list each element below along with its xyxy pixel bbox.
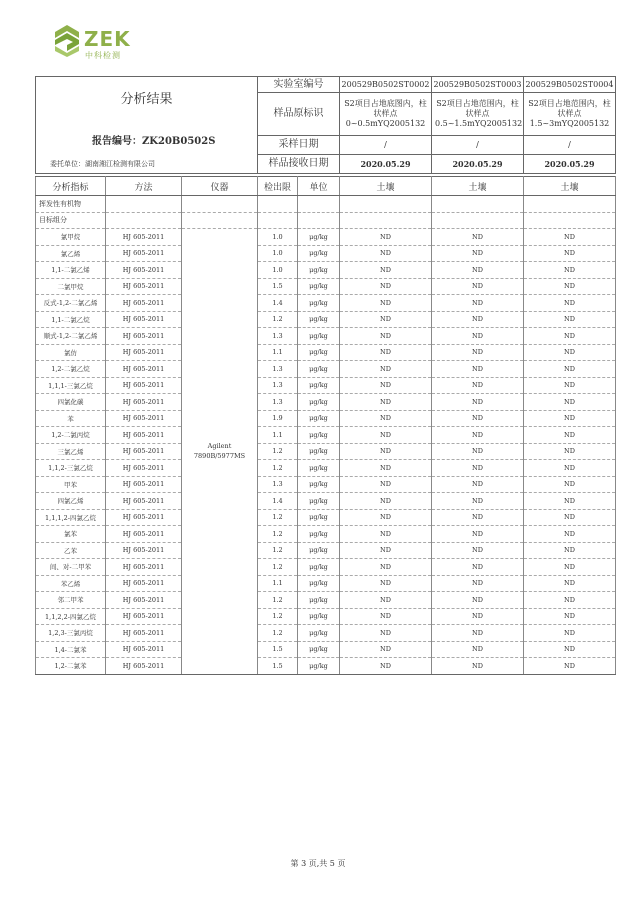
unit-cell: μg/kg: [298, 245, 340, 262]
unit-cell: μg/kg: [298, 559, 340, 576]
sampling-date-cell: /: [432, 135, 524, 154]
result-cell: ND: [524, 460, 616, 477]
detection-limit-cell: 1.2: [258, 526, 298, 543]
result-cell: ND: [524, 311, 616, 328]
table-row: [36, 311, 616, 328]
method-cell: HJ 605-2011: [106, 311, 182, 328]
unit-cell: μg/kg: [298, 658, 340, 675]
analyte-name: 苯: [36, 410, 106, 427]
sample-id-cell: S2项目占地范围内，柱状样点 0.5~1.5mYQ2005132: [432, 93, 524, 135]
instrument-cell: Agilent 7890B/5977MS: [182, 229, 258, 675]
result-cell: ND: [340, 658, 432, 675]
result-cell: ND: [524, 377, 616, 394]
unit-cell: μg/kg: [298, 361, 340, 378]
result-cell: ND: [524, 575, 616, 592]
unit-cell: μg/kg: [298, 476, 340, 493]
method-cell: HJ 605-2011: [106, 608, 182, 625]
result-cell: ND: [340, 344, 432, 361]
result-cell: ND: [432, 361, 524, 378]
results-table: [35, 176, 616, 675]
unit-cell: μg/kg: [298, 542, 340, 559]
detection-limit-cell: 1.5: [258, 658, 298, 675]
detection-limit-cell: 1.5: [258, 641, 298, 658]
result-cell: ND: [432, 493, 524, 510]
analyte-name: 氯乙烯: [36, 245, 106, 262]
column-header: 单位: [298, 177, 340, 196]
unit-cell: μg/kg: [298, 575, 340, 592]
empty-cell: [298, 212, 340, 229]
table-row: [36, 460, 616, 477]
result-cell: ND: [524, 328, 616, 345]
empty-cell: [432, 212, 524, 229]
unit-cell: μg/kg: [298, 311, 340, 328]
empty-cell: [106, 212, 182, 229]
result-cell: ND: [524, 361, 616, 378]
table-row: [36, 476, 616, 493]
method-cell: HJ 605-2011: [106, 443, 182, 460]
unit-cell: μg/kg: [298, 427, 340, 444]
detection-limit-cell: 1.3: [258, 476, 298, 493]
method-cell: HJ 605-2011: [106, 592, 182, 609]
unit-cell: μg/kg: [298, 509, 340, 526]
result-cell: ND: [340, 592, 432, 609]
result-cell: ND: [432, 608, 524, 625]
detection-limit-cell: 1.2: [258, 443, 298, 460]
column-header: 检出限: [258, 177, 298, 196]
empty-cell: [258, 212, 298, 229]
table-row: [36, 493, 616, 510]
result-cell: ND: [340, 427, 432, 444]
method-cell: HJ 605-2011: [106, 641, 182, 658]
table-row: [36, 245, 616, 262]
method-cell: HJ 605-2011: [106, 377, 182, 394]
method-cell: HJ 605-2011: [106, 625, 182, 642]
method-cell: HJ 605-2011: [106, 328, 182, 345]
client-name: 委托单位：湖南湘江检测有限公司: [50, 160, 155, 168]
detection-limit-cell: 1.3: [258, 377, 298, 394]
table-row: [36, 295, 616, 312]
result-cell: ND: [432, 476, 524, 493]
empty-cell: [298, 196, 340, 213]
empty-cell: [182, 196, 258, 213]
result-cell: ND: [524, 641, 616, 658]
analyte-name: 1,2-二氯乙烷: [36, 361, 106, 378]
sample-id-cell: S2项目占地底图内，柱状样点 0~0.5mYQ2005132: [340, 93, 432, 135]
page-title: 分析结果: [120, 92, 173, 107]
logo-sub-text: 中科检测: [85, 51, 121, 60]
empty-cell: [340, 196, 432, 213]
result-cell: ND: [432, 559, 524, 576]
result-cell: ND: [432, 394, 524, 411]
result-cell: ND: [340, 625, 432, 642]
detection-limit-cell: 1.0: [258, 245, 298, 262]
analyte-name: 邻二甲苯: [36, 592, 106, 609]
analyte-name: 1,1-二氯乙烷: [36, 311, 106, 328]
analyte-name: 氯甲烷: [36, 229, 106, 246]
unit-cell: μg/kg: [298, 295, 340, 312]
method-cell: HJ 605-2011: [106, 542, 182, 559]
result-cell: ND: [524, 295, 616, 312]
detection-limit-cell: 1.5: [258, 278, 298, 295]
empty-cell: [432, 196, 524, 213]
table-row: [36, 625, 616, 642]
method-cell: HJ 605-2011: [106, 278, 182, 295]
sampling-date-cell: /: [524, 135, 616, 154]
analyte-name: 反式-1,2-二氯乙烯: [36, 295, 106, 312]
result-cell: ND: [432, 592, 524, 609]
result-cell: ND: [524, 509, 616, 526]
result-cell: ND: [340, 245, 432, 262]
detection-limit-cell: 1.0: [258, 262, 298, 279]
result-cell: ND: [524, 493, 616, 510]
unit-cell: μg/kg: [298, 608, 340, 625]
result-cell: ND: [340, 295, 432, 312]
empty-cell: [340, 212, 432, 229]
column-header: 土壤: [524, 177, 616, 196]
result-cell: ND: [432, 625, 524, 642]
result-cell: ND: [340, 229, 432, 246]
method-cell: HJ 605-2011: [106, 394, 182, 411]
analyte-name: 1,2-二氯苯: [36, 658, 106, 675]
result-cell: ND: [340, 476, 432, 493]
result-cell: ND: [524, 542, 616, 559]
analyte-name: 顺式-1,2-二氯乙烯: [36, 328, 106, 345]
result-cell: ND: [340, 361, 432, 378]
method-cell: HJ 605-2011: [106, 559, 182, 576]
method-cell: HJ 605-2011: [106, 460, 182, 477]
empty-cell: [258, 196, 298, 213]
table-row: [36, 427, 616, 444]
header-label: 实验室编号: [258, 77, 340, 93]
detection-limit-cell: 1.3: [258, 361, 298, 378]
group-label: 挥发性有机物: [36, 196, 106, 213]
result-cell: ND: [340, 575, 432, 592]
empty-cell: [524, 212, 616, 229]
unit-cell: μg/kg: [298, 328, 340, 345]
detection-limit-cell: 1.2: [258, 608, 298, 625]
receive-date-cell: 2020.05.29: [524, 154, 616, 173]
header-label: 采样日期: [258, 135, 340, 154]
unit-cell: μg/kg: [298, 526, 340, 543]
method-cell: HJ 605-2011: [106, 245, 182, 262]
result-cell: ND: [432, 526, 524, 543]
sampling-date-cell: /: [340, 135, 432, 154]
table-row: [36, 278, 616, 295]
result-cell: ND: [524, 625, 616, 642]
group-row: [36, 212, 616, 229]
result-cell: ND: [340, 311, 432, 328]
logo-brand-text: ZEK: [84, 27, 131, 51]
column-header: 土壤: [432, 177, 524, 196]
detection-limit-cell: 1.9: [258, 410, 298, 427]
result-cell: ND: [432, 262, 524, 279]
result-cell: ND: [340, 443, 432, 460]
unit-cell: μg/kg: [298, 641, 340, 658]
column-header: 分析指标: [36, 177, 106, 196]
table-row: [36, 608, 616, 625]
receive-date-cell: 2020.05.29: [432, 154, 524, 173]
result-cell: ND: [340, 394, 432, 411]
detection-limit-cell: 1.2: [258, 509, 298, 526]
analyte-name: 1,4-二氯苯: [36, 641, 106, 658]
analyte-name: 二氯甲烷: [36, 278, 106, 295]
result-cell: ND: [524, 443, 616, 460]
result-cell: ND: [524, 262, 616, 279]
result-cell: ND: [340, 328, 432, 345]
unit-cell: μg/kg: [298, 394, 340, 411]
unit-cell: μg/kg: [298, 344, 340, 361]
unit-cell: μg/kg: [298, 229, 340, 246]
result-cell: ND: [432, 295, 524, 312]
report-title-block: [36, 77, 258, 174]
result-cell: ND: [524, 229, 616, 246]
table-row: [36, 262, 616, 279]
result-cell: ND: [340, 377, 432, 394]
method-cell: HJ 605-2011: [106, 262, 182, 279]
result-cell: ND: [432, 575, 524, 592]
empty-cell: [106, 196, 182, 213]
analyte-name: 甲苯: [36, 476, 106, 493]
result-cell: ND: [524, 559, 616, 576]
result-cell: ND: [340, 460, 432, 477]
analyte-name: 1,1,2,2-四氯乙烷: [36, 608, 106, 625]
analyte-name: 间、对-二甲苯: [36, 559, 106, 576]
detection-limit-cell: 1.0: [258, 229, 298, 246]
column-header: 土壤: [340, 177, 432, 196]
result-cell: ND: [340, 262, 432, 279]
method-cell: HJ 605-2011: [106, 410, 182, 427]
detection-limit-cell: 1.2: [258, 592, 298, 609]
analyte-name: 氯苯: [36, 526, 106, 543]
unit-cell: μg/kg: [298, 377, 340, 394]
table-row: [36, 328, 616, 345]
analyte-name: 氯仿: [36, 344, 106, 361]
receive-date-cell: 2020.05.29: [340, 154, 432, 173]
result-cell: ND: [432, 344, 524, 361]
sample-id-cell: S2项目占地范围内，柱状样点 1.5~3mYQ2005132: [524, 93, 616, 135]
analyte-name: 1,1,1-三氯乙烷: [36, 377, 106, 394]
result-cell: ND: [432, 542, 524, 559]
result-cell: ND: [432, 658, 524, 675]
table-row: [36, 526, 616, 543]
unit-cell: μg/kg: [298, 460, 340, 477]
table-row: [36, 575, 616, 592]
detection-limit-cell: 1.2: [258, 625, 298, 642]
empty-cell: [182, 212, 258, 229]
result-cell: ND: [432, 377, 524, 394]
table-row: [36, 361, 616, 378]
table-row: [36, 394, 616, 411]
unit-cell: μg/kg: [298, 278, 340, 295]
result-cell: ND: [340, 542, 432, 559]
unit-cell: μg/kg: [298, 592, 340, 609]
result-cell: ND: [524, 410, 616, 427]
result-cell: ND: [432, 245, 524, 262]
table-row: [36, 542, 616, 559]
table-row: [36, 592, 616, 609]
analyte-name: 1,2-二氯丙烷: [36, 427, 106, 444]
table-header-row: [36, 177, 616, 196]
result-cell: ND: [432, 410, 524, 427]
method-cell: HJ 605-2011: [106, 509, 182, 526]
detection-limit-cell: 1.3: [258, 328, 298, 345]
table-row: [36, 559, 616, 576]
result-cell: ND: [432, 278, 524, 295]
empty-cell: [524, 196, 616, 213]
result-cell: ND: [340, 410, 432, 427]
analyte-name: 三氯乙烯: [36, 443, 106, 460]
method-cell: HJ 605-2011: [106, 344, 182, 361]
result-cell: ND: [432, 427, 524, 444]
column-header: 方法: [106, 177, 182, 196]
result-cell: ND: [524, 394, 616, 411]
zek-logo-icon: [54, 24, 80, 58]
result-cell: ND: [524, 608, 616, 625]
result-cell: ND: [340, 509, 432, 526]
result-cell: ND: [432, 328, 524, 345]
result-cell: ND: [340, 641, 432, 658]
group-row: [36, 196, 616, 213]
result-cell: ND: [340, 526, 432, 543]
result-cell: ND: [524, 658, 616, 675]
result-cell: ND: [524, 476, 616, 493]
result-cell: ND: [340, 559, 432, 576]
table-row: [36, 509, 616, 526]
result-cell: ND: [524, 245, 616, 262]
results-table-body: [36, 177, 616, 675]
analyte-name: 1,1,1,2-四氯乙烷: [36, 509, 106, 526]
analyte-name: 苯乙烯: [36, 575, 106, 592]
unit-cell: μg/kg: [298, 262, 340, 279]
report-header-table: [35, 76, 616, 174]
group-label: 目标组分: [36, 212, 106, 229]
analyte-name: 1,1,2-三氯乙烷: [36, 460, 106, 477]
result-cell: ND: [432, 509, 524, 526]
table-row: [36, 443, 616, 460]
result-cell: ND: [432, 443, 524, 460]
detection-limit-cell: 1.1: [258, 575, 298, 592]
unit-cell: μg/kg: [298, 410, 340, 427]
result-cell: ND: [432, 229, 524, 246]
table-row: [36, 229, 616, 246]
result-cell: ND: [432, 641, 524, 658]
result-cell: ND: [524, 278, 616, 295]
table-row: [36, 410, 616, 427]
result-cell: ND: [340, 278, 432, 295]
method-cell: HJ 605-2011: [106, 658, 182, 675]
result-cell: ND: [340, 493, 432, 510]
lab-id-cell: 200529B0502ST0002: [340, 77, 432, 93]
lab-id-cell: 200529B0502ST0004: [524, 77, 616, 93]
header-label: 样品接收日期: [258, 154, 340, 173]
table-row: [36, 344, 616, 361]
method-cell: HJ 605-2011: [106, 476, 182, 493]
result-cell: ND: [432, 460, 524, 477]
detection-limit-cell: 1.2: [258, 311, 298, 328]
detection-limit-cell: 1.1: [258, 427, 298, 444]
result-cell: ND: [524, 592, 616, 609]
method-cell: HJ 605-2011: [106, 493, 182, 510]
result-cell: ND: [340, 608, 432, 625]
method-cell: HJ 605-2011: [106, 229, 182, 246]
table-row: [36, 641, 616, 658]
result-cell: ND: [432, 311, 524, 328]
detection-limit-cell: 1.2: [258, 460, 298, 477]
header-label: 样品原标识: [258, 93, 340, 135]
unit-cell: μg/kg: [298, 625, 340, 642]
method-cell: HJ 605-2011: [106, 427, 182, 444]
detection-limit-cell: 1.4: [258, 493, 298, 510]
detection-limit-cell: 1.3: [258, 394, 298, 411]
analyte-name: 乙苯: [36, 542, 106, 559]
report-number: 报告编号：ZK20B0502S: [92, 136, 216, 147]
column-header: 仪器: [182, 177, 258, 196]
result-cell: ND: [524, 344, 616, 361]
detection-limit-cell: 1.4: [258, 295, 298, 312]
method-cell: HJ 605-2011: [106, 526, 182, 543]
result-cell: ND: [524, 427, 616, 444]
detection-limit-cell: 1.1: [258, 344, 298, 361]
analyte-name: 四氯化碳: [36, 394, 106, 411]
unit-cell: μg/kg: [298, 443, 340, 460]
company-logo: [54, 24, 134, 60]
result-cell: ND: [524, 526, 616, 543]
unit-cell: μg/kg: [298, 493, 340, 510]
detection-limit-cell: 1.2: [258, 559, 298, 576]
method-cell: HJ 605-2011: [106, 361, 182, 378]
detection-limit-cell: 1.2: [258, 542, 298, 559]
analyte-name: 1,2,3-三氯丙烷: [36, 625, 106, 642]
analyte-name: 四氯乙烯: [36, 493, 106, 510]
lab-id-cell: 200529B0502ST0003: [432, 77, 524, 93]
method-cell: HJ 605-2011: [106, 295, 182, 312]
table-row: [36, 658, 616, 675]
method-cell: HJ 605-2011: [106, 575, 182, 592]
table-row: [36, 377, 616, 394]
analyte-name: 1,1-二氯乙烯: [36, 262, 106, 279]
page-number: 第 3 页,共 5 页: [290, 859, 346, 868]
